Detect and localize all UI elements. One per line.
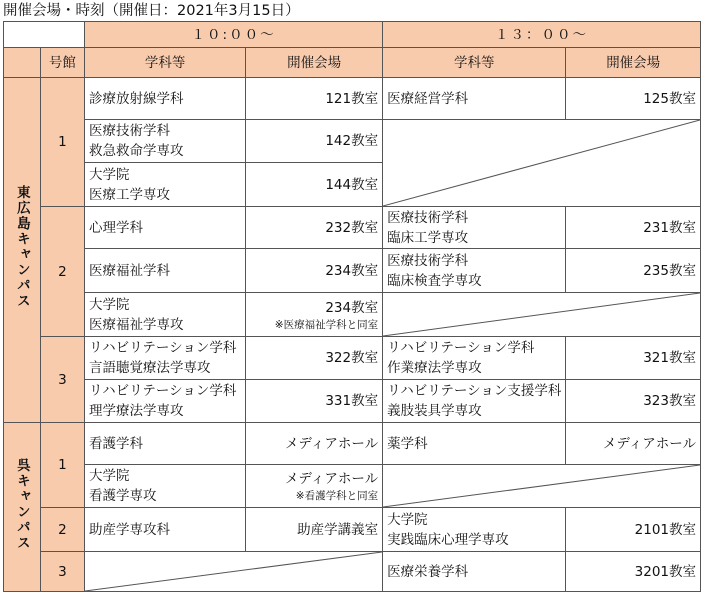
- campus-label-higashihiroshima: 東広島キャンパス: [4, 78, 41, 423]
- venue-cell: メディアホール: [246, 423, 383, 465]
- empty-slot: [383, 293, 701, 337]
- venue-cell: 助産学講義室: [246, 508, 383, 552]
- header-corner: [4, 22, 85, 48]
- building-number: 2: [40, 508, 84, 552]
- building-number: 3: [40, 552, 84, 592]
- page-caption: 開催会場・時刻（開催日：2021年3月15日）: [3, 3, 300, 19]
- building-number: 1: [40, 78, 84, 207]
- venue-cell: 144教室: [246, 163, 383, 207]
- shared-room-note: ※看護学科と同室: [295, 490, 379, 502]
- dept-cell: リハビリテーション支援学科 義肢装具学専攻: [383, 380, 566, 423]
- building-number: 3: [40, 337, 84, 423]
- venue-cell: 142教室: [246, 120, 383, 163]
- table-row: [4, 78, 701, 120]
- dept-cell: 診療放射線学科: [85, 78, 246, 120]
- venue-cell: 323教室: [566, 380, 701, 423]
- diagonal-strike: [85, 552, 382, 591]
- building-number: 2: [40, 207, 84, 337]
- dept-cell: 医療技術学科 救急救命学専攻: [85, 120, 246, 163]
- venue-cell: 232教室: [246, 207, 383, 249]
- dept-cell: 大学院 医療福祉学専攻: [85, 293, 246, 337]
- venue-cell: 121教室: [246, 78, 383, 120]
- venue-cell: 125教室: [566, 78, 701, 120]
- dept-cell: 医療栄養学科: [383, 552, 566, 592]
- dept-cell: リハビリテーション学科 言語聴覚療法学専攻: [85, 337, 246, 380]
- venue-cell: 322教室: [246, 337, 383, 380]
- time-slot-am: １０:００～: [85, 22, 383, 48]
- header-dept-am: 学科等: [85, 48, 246, 78]
- dept-cell: 医療技術学科 臨床検査学専攻: [383, 249, 566, 293]
- diagonal-strike: [383, 120, 700, 206]
- table-row: [4, 120, 701, 163]
- header-row-time: [4, 22, 701, 48]
- table-row: [4, 380, 701, 423]
- table-row: [4, 465, 701, 508]
- schedule-table: [3, 21, 701, 592]
- venue-cell: 2101教室: [566, 508, 701, 552]
- table-row: [4, 423, 701, 465]
- venue-cell: 235教室: [566, 249, 701, 293]
- empty-slot: [383, 465, 701, 508]
- dept-cell: リハビリテーション学科 理学療法学専攻: [85, 380, 246, 423]
- table-row: [4, 207, 701, 249]
- diagonal-strike: [383, 465, 700, 507]
- dept-cell: 看護学科: [85, 423, 246, 465]
- header-building: 号館: [40, 48, 84, 78]
- empty-slot: [85, 552, 383, 592]
- campus-label-kure: 呉キャンパス: [4, 423, 41, 592]
- venue-cell: メディアホール ※看護学科と同室: [246, 465, 383, 508]
- shared-room-note: ※医療福祉学科と同室: [274, 318, 379, 331]
- empty-slot: [383, 120, 701, 207]
- dept-cell: 大学院 医療工学専攻: [85, 163, 246, 207]
- dept-cell: リハビリテーション学科 作業療法学専攻: [383, 337, 566, 380]
- dept-cell: 助産学専攻科: [85, 508, 246, 552]
- header-venue-am: 開催会場: [246, 48, 383, 78]
- venue-cell: メディアホール: [566, 423, 701, 465]
- venue-cell: 234教室 ※医療福祉学科と同室: [246, 293, 383, 337]
- venue-cell: 321教室: [566, 337, 701, 380]
- dept-cell: 大学院 実践臨床心理学専攻: [383, 508, 566, 552]
- header-row-columns: [4, 48, 701, 78]
- venue-cell: 234教室: [246, 249, 383, 293]
- venue-cell: 3201教室: [566, 552, 701, 592]
- time-slot-pm: １３：００～: [383, 22, 701, 48]
- diagonal-strike: [383, 293, 700, 336]
- header-blank: [4, 48, 41, 78]
- venue-cell: 231教室: [566, 207, 701, 249]
- table-row: [4, 293, 701, 337]
- table-row: [4, 337, 701, 380]
- header-venue-pm: 開催会場: [566, 48, 701, 78]
- building-number: 1: [40, 423, 84, 508]
- table-row: [4, 249, 701, 293]
- table-row: [4, 552, 701, 592]
- venue-cell: 331教室: [246, 380, 383, 423]
- header-dept-pm: 学科等: [383, 48, 566, 78]
- table-row: [4, 508, 701, 552]
- dept-cell: 医療福祉学科: [85, 249, 246, 293]
- dept-cell: 医療経営学科: [383, 78, 566, 120]
- dept-cell: 大学院 看護学専攻: [85, 465, 246, 508]
- dept-cell: 医療技術学科 臨床工学専攻: [383, 207, 566, 249]
- dept-cell: 心理学科: [85, 207, 246, 249]
- dept-cell: 薬学科: [383, 423, 566, 465]
